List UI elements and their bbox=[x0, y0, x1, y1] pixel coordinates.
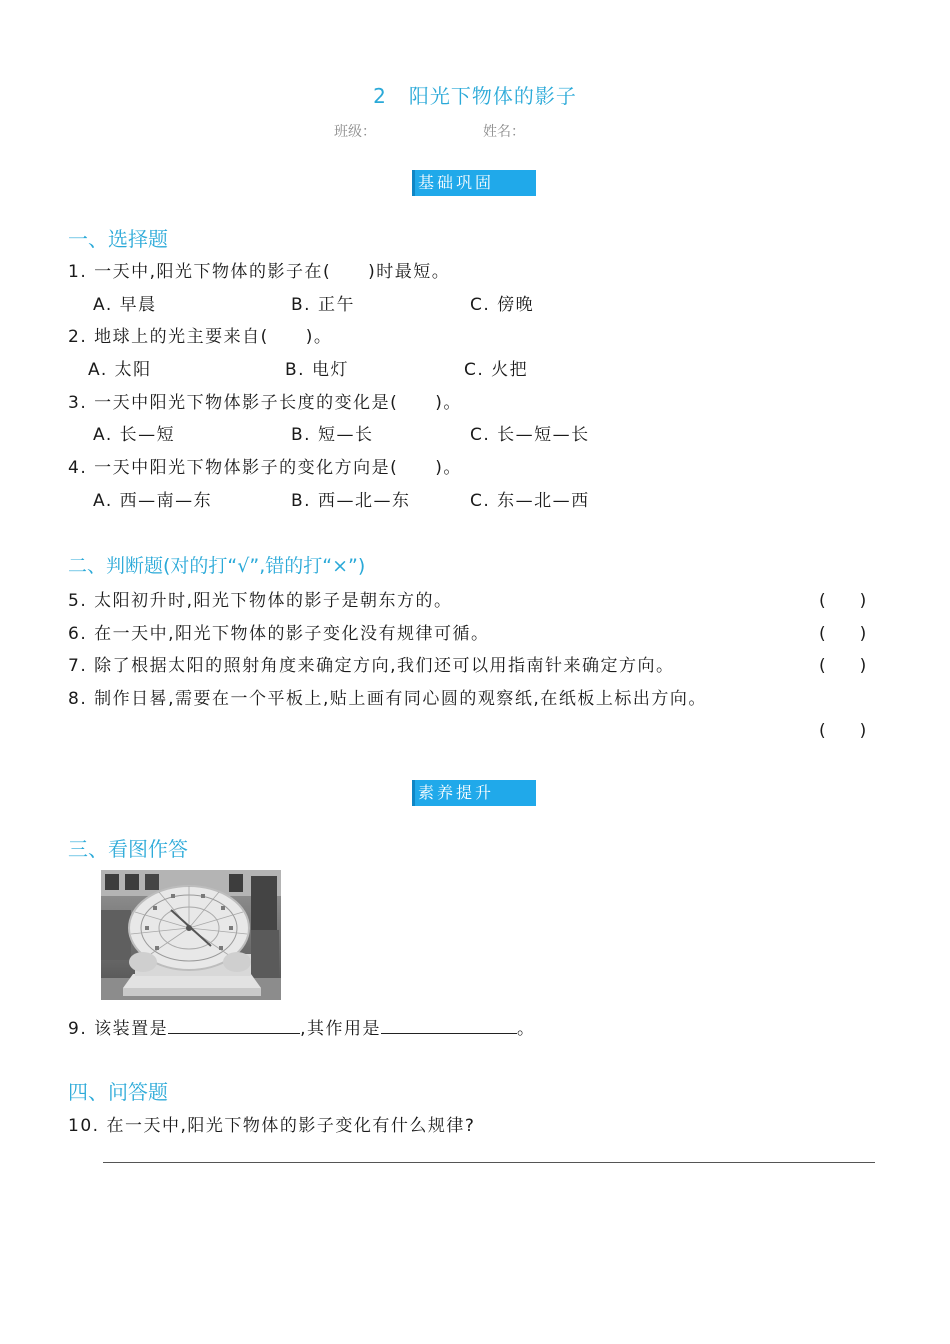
q4-option-b: B. 西—北—东 bbox=[291, 491, 411, 511]
question-10: 10. 在一天中,阳光下物体的影子变化有什么规律? bbox=[68, 1116, 476, 1136]
q1-option-c: C. 傍晚 bbox=[470, 295, 535, 315]
lesson-title: 阳光下物体的影子 bbox=[408, 84, 577, 108]
answer-paren-6: ( ) bbox=[819, 624, 867, 644]
question-7: 7. 除了根据太阳的照射角度来确定方向,我们还可以用指南针来确定方向。 bbox=[68, 656, 675, 676]
section-title-choice: 一、选择题 bbox=[68, 227, 168, 251]
answer-line[interactable] bbox=[103, 1162, 875, 1163]
q3-option-b: B. 短—长 bbox=[291, 425, 374, 445]
question-1: 1. 一天中,阳光下物体的影子在( )时最短。 bbox=[68, 262, 451, 282]
answer-paren-7: ( ) bbox=[819, 656, 867, 676]
answer-blank-function[interactable] bbox=[381, 1017, 517, 1034]
q4-option-a: A. 西—南—东 bbox=[93, 491, 213, 511]
class-label: 班级： bbox=[334, 124, 376, 140]
q3-option-a: A. 长—短 bbox=[93, 425, 176, 445]
sundial-icon bbox=[101, 870, 281, 1000]
question-2: 2. 地球上的光主要来自( )。 bbox=[68, 327, 333, 347]
q2-option-a: A. 太阳 bbox=[88, 360, 152, 380]
question-4: 4. 一天中阳光下物体影子的变化方向是( )。 bbox=[68, 458, 462, 478]
question-8: 8. 制作日晷,需要在一个平板上,贴上画有同心圆的观察纸,在纸板上标出方向。 bbox=[68, 689, 707, 709]
lesson-number: 2 bbox=[373, 84, 387, 108]
question-9: 9. 该装置是 ,其作用是 。 bbox=[68, 1019, 536, 1039]
question-6: 6. 在一天中,阳光下物体的影子变化没有规律可循。 bbox=[68, 624, 490, 644]
q4-option-c: C. 东—北—西 bbox=[470, 491, 590, 511]
answer-paren-8: ( ) bbox=[819, 721, 867, 741]
q1-option-a: A. 早晨 bbox=[93, 295, 157, 315]
answer-paren-5: ( ) bbox=[819, 591, 867, 611]
section-title-picture: 三、看图作答 bbox=[68, 837, 188, 861]
question-3: 3. 一天中阳光下物体影子长度的变化是( )。 bbox=[68, 393, 462, 413]
section-title-judge: 二、判断题(对的打“√”,错的打“×”) bbox=[68, 555, 366, 577]
q2-option-c: C. 火把 bbox=[464, 360, 529, 380]
badge-improve: 素养提升 bbox=[414, 780, 536, 806]
sundial-photo bbox=[101, 870, 281, 1000]
q2-option-b: B. 电灯 bbox=[285, 360, 349, 380]
page-title bbox=[0, 80, 950, 109]
name-label: 姓名： bbox=[483, 124, 525, 140]
question-5: 5. 太阳初升时,阳光下物体的影子是朝东方的。 bbox=[68, 591, 453, 611]
badge-basic: 基础巩固 bbox=[414, 170, 536, 196]
answer-blank-device[interactable] bbox=[168, 1017, 300, 1034]
q1-option-b: B. 正午 bbox=[291, 295, 355, 315]
q3-option-c: C. 长—短—长 bbox=[470, 425, 590, 445]
section-title-essay: 四、问答题 bbox=[68, 1080, 168, 1104]
